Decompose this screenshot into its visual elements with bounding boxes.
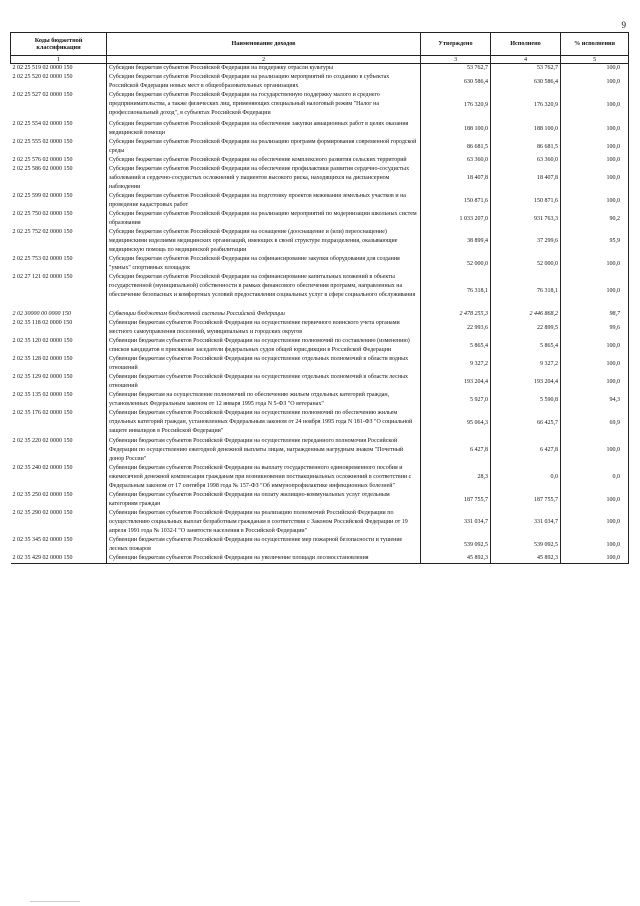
code-cell: 2 02 30000 00 0000 150 <box>12 311 71 318</box>
table-row <box>11 120 629 138</box>
table-row <box>11 210 629 228</box>
name-cell: Субвенции бюджетам субъектов Российской Федерации на осуществление отдельных полномочий в области водных отношений <box>107 355 421 373</box>
approved-cell: 76 318,1 <box>421 273 491 310</box>
percent-cell: 100,0 <box>561 273 629 310</box>
percent-cell: 100,0 <box>561 255 629 273</box>
percent-cell: 100,0 <box>561 355 629 373</box>
executed-cell: 5 590,8 <box>491 391 561 409</box>
executed-cell: 37 299,6 <box>491 228 561 255</box>
code-cell: 2 02 35 429 02 0000 150 <box>11 554 107 564</box>
table-row <box>11 228 629 255</box>
name-cell: Субсидии бюджетам субъектов Российской Федерации на обеспечение комплексного развития сельских территорий <box>107 156 421 165</box>
percent-cell: 100,0 <box>561 73 629 91</box>
name-cell: Субсидии бюджетам субъектов Российской Федерации на реализацию программ формирования современной городской среды <box>107 138 421 156</box>
header-approved: Утверждено <box>421 33 491 56</box>
approved-cell: 630 586,4 <box>421 73 491 91</box>
approved-cell: 539 092,5 <box>421 536 491 554</box>
approved-cell: 176 320,9 <box>421 91 491 120</box>
column-number: 2 <box>107 56 421 64</box>
executed-cell: 5 865,4 <box>491 337 561 355</box>
table-row <box>11 192 629 210</box>
executed-cell: 76 318,1 <box>491 273 561 310</box>
executed-cell: 150 871,6 <box>491 192 561 210</box>
budget-income-table <box>10 32 629 564</box>
table-row <box>11 509 629 536</box>
table-row <box>11 138 629 156</box>
table-row <box>11 437 629 464</box>
name-cell: Субвенции бюджетам субъектов Российской Федерации на оплату жилищно-коммунальных услуг отдельным категориям граждан <box>107 491 421 509</box>
percent-cell: 100,0 <box>561 536 629 554</box>
executed-cell: 22 899,5 <box>491 319 561 337</box>
approved-cell: 18 407,8 <box>421 165 491 192</box>
percent-cell: 100,0 <box>561 91 629 120</box>
code-cell: 2 02 35 290 02 0000 150 <box>12 510 73 517</box>
executed-cell: 45 892,3 <box>491 554 561 564</box>
table-body <box>11 64 629 564</box>
approved-cell: 45 892,3 <box>421 554 491 564</box>
table-row <box>11 464 629 491</box>
code-cell: 2 02 25 586 02 0000 150 <box>12 166 73 173</box>
name-cell: Субсидии бюджетам субъектов Российской Федерации на обеспечение профилактики развития сердечно-сосудистых заболеваний и сердечно-сосудистых осложнений у пациентов высокого риска, находящихся на диспансерном наблюдении <box>107 165 421 192</box>
name-cell: Субсидии бюджетам субъектов Российской Федерации на обеспечение закупки авиационных работ в целях оказания медицинской помощи <box>107 120 421 138</box>
code-cell: 2 02 25 750 02 0000 150 <box>12 211 73 218</box>
name-cell: Субвенции бюджетам на осуществление полномочий по обеспечению жильем отдельных категорий граждан, установленных Федеральным законом от 12 января 1995 года N 5-ФЗ "О ветеранах" <box>107 391 421 409</box>
name-cell: Субвенции бюджетам субъектов Российской Федерации на осуществление полномочий по составлению (изменению) списков кандидатов в присяжные заседатели федеральных судов общей юрисдикции в Российской Федерации <box>107 337 421 355</box>
executed-cell: 539 092,5 <box>491 536 561 554</box>
code-cell: 2 02 25 520 02 0000 150 <box>12 74 73 81</box>
name-cell: Субвенции бюджетам субъектов Российской Федерации на осуществление переданного полномочия Российской Федерации по осуществлению ежегодной денежной выплаты лицам, награжденным нагрудным знаком "Почетный донор России" <box>107 437 421 464</box>
percent-cell: 100,0 <box>561 64 629 74</box>
approved-cell: 5 927,0 <box>421 391 491 409</box>
code-cell: 2 02 25 555 02 0000 150 <box>12 139 73 146</box>
code-cell: 2 02 35 129 02 0000 150 <box>12 374 73 381</box>
percent-cell: 0,0 <box>561 464 629 491</box>
column-number: 3 <box>421 56 491 64</box>
approved-cell: 28,3 <box>421 464 491 491</box>
approved-cell: 22 993,6 <box>421 319 491 337</box>
table-row <box>11 156 629 165</box>
scan-edge-mark <box>30 901 80 902</box>
table-row <box>11 409 629 437</box>
column-number: 5 <box>561 56 629 64</box>
executed-cell: 176 320,9 <box>491 91 561 120</box>
table-row <box>11 165 629 192</box>
column-number: 4 <box>491 56 561 64</box>
executed-cell: 66 425,7 <box>491 409 561 437</box>
code-cell: 2 02 25 599 02 0000 150 <box>12 193 73 200</box>
table-row <box>11 491 629 509</box>
percent-cell: 94,3 <box>561 391 629 409</box>
name-cell: Субсидии бюджетам субъектов Российской Федерации на подготовку проектов межевания земельных участков и на проведение кадастровых работ <box>107 192 421 210</box>
code-cell: 2 02 25 554 02 0000 150 <box>12 121 73 128</box>
approved-cell: 5 865,4 <box>421 337 491 355</box>
table-row <box>11 373 629 391</box>
table-row <box>11 355 629 373</box>
code-cell: 2 02 35 135 02 0000 150 <box>12 392 73 399</box>
percent-cell: 69,9 <box>561 409 629 437</box>
approved-cell: 86 681,5 <box>421 138 491 156</box>
table-header <box>11 33 629 64</box>
approved-cell: 150 871,6 <box>421 192 491 210</box>
percent-cell: 100,0 <box>561 337 629 355</box>
code-cell: 2 02 35 250 02 0000 150 <box>12 492 73 499</box>
approved-cell: 95 064,3 <box>421 409 491 437</box>
approved-cell: 188 100,0 <box>421 120 491 138</box>
code-cell: 2 02 35 128 02 0000 150 <box>12 356 73 363</box>
table-row <box>11 554 629 564</box>
name-cell: Субвенции бюджетам субъектов Российской Федерации на реализацию полномочий Российской Федерации по осуществлению социальных выплат безработным гражданам в соответствии с Законом Российской Федерации от 19 апреля 1991 года № 1032-I "О занятости населения в Российской Федерации" <box>107 509 421 536</box>
name-cell: Субвенции бюджетам субъектов Российской Федерации на осуществление отдельных полномочий в области лесных отношений <box>107 373 421 391</box>
table-row <box>11 64 629 74</box>
budget-income-table-sheet <box>10 32 628 564</box>
executed-cell: 18 407,8 <box>491 165 561 192</box>
approved-cell: 6 427,8 <box>421 437 491 464</box>
header-name: Наименование доходов <box>107 33 421 56</box>
approved-cell: 52 000,0 <box>421 255 491 273</box>
table-row-group <box>11 310 629 319</box>
name-cell: Субсидии бюджетам субъектов Российской Федерации на реализацию мероприятий по модернизации школьных систем образования <box>107 210 421 228</box>
name-cell: Субвенции бюджетам субъектов Российской Федерации на осуществление полномочий по обеспечению жильем отдельных категорий граждан, установленных Федеральным законом от 24 ноября 1995 года N 181-ФЗ "О социальной защите инвалидов в Российской Федерации" <box>107 409 421 437</box>
percent-cell: 95,9 <box>561 228 629 255</box>
code-cell: 2 02 25 752 02 0000 150 <box>12 229 73 236</box>
name-cell: Субсидии бюджетам субъектов Российской Федерации на оснащение (дооснащение и (или) переоснащение) медицинскими изделиями медицинских организаций, имеющих в своей структуре подразделения, оказывающие медицинскую помощь по медицинской реабилитации <box>107 228 421 255</box>
header-percent: % исполнения <box>561 33 629 56</box>
table-row <box>11 255 629 273</box>
header-code: Коды бюджетной классификации <box>11 33 107 56</box>
name-cell: Субсидии бюджетам субъектов Российской Федерации на поддержку отрасли культуры <box>107 64 421 74</box>
code-cell: 2 02 35 118 02 0000 150 <box>12 320 73 327</box>
percent-cell: 100,0 <box>561 138 629 156</box>
table-row <box>11 73 629 91</box>
code-cell: 2 02 25 519 02 0000 150 <box>12 65 73 72</box>
table-row <box>11 391 629 409</box>
percent-cell: 100,0 <box>561 165 629 192</box>
approved-cell: 193 204,4 <box>421 373 491 391</box>
table-row <box>11 536 629 554</box>
table-row <box>11 273 629 310</box>
code-cell: 2 02 35 240 02 0000 150 <box>12 465 73 472</box>
executed-cell: 86 681,5 <box>491 138 561 156</box>
approved-cell: 53 762,7 <box>421 64 491 74</box>
table-row <box>11 319 629 337</box>
percent-cell: 100,0 <box>561 509 629 536</box>
code-cell: 2 02 35 220 02 0000 150 <box>12 438 73 445</box>
executed-cell: 63 360,0 <box>491 156 561 165</box>
percent-cell: 90,2 <box>561 210 629 228</box>
name-cell: Субсидии бюджетам субъектов Российской Федерации на реализацию мероприятий по созданию в субъектах Российской Федерации новых мест в общеобразовательных организациях <box>107 73 421 91</box>
table-row <box>11 91 629 120</box>
name-cell: Субвенции бюджетам субъектов Российской Федерации на осуществление первичного воинского учета органами местного самоуправления поселений, муниципальных и городских округов <box>107 319 421 337</box>
name-cell: Субвенции бюджетам субъектов Российской Федерации на увеличение площади лесовосстановления <box>107 554 421 564</box>
approved-cell: 38 899,4 <box>421 228 491 255</box>
executed-cell: 52 000,0 <box>491 255 561 273</box>
executed-cell: 53 762,7 <box>491 64 561 74</box>
code-cell: 2 02 35 176 02 0000 150 <box>12 410 73 417</box>
executed-cell: 6 427,8 <box>491 437 561 464</box>
executed-cell: 188 100,0 <box>491 120 561 138</box>
executed-cell: 2 446 868,2 <box>491 310 561 319</box>
table-row <box>11 337 629 355</box>
percent-cell: 100,0 <box>561 554 629 564</box>
code-cell: 2 02 25 527 02 0000 150 <box>12 92 73 99</box>
code-cell: 2 02 27 121 02 0000 150 <box>12 274 73 281</box>
code-cell: 2 02 25 753 02 0000 150 <box>12 256 73 263</box>
name-cell: Субвенции бюджетам субъектов Российской Федерации на осуществление мер пожарной безопасности и тушение лесных пожаров <box>107 536 421 554</box>
percent-cell: 99,6 <box>561 319 629 337</box>
executed-cell: 630 586,4 <box>491 73 561 91</box>
code-cell: 2 02 35 120 02 0000 150 <box>12 338 73 345</box>
approved-cell: 187 755,7 <box>421 491 491 509</box>
approved-cell: 331 034,7 <box>421 509 491 536</box>
approved-cell: 63 360,0 <box>421 156 491 165</box>
executed-cell: 0,0 <box>491 464 561 491</box>
percent-cell: 100,0 <box>561 120 629 138</box>
executed-cell: 931 763,3 <box>491 210 561 228</box>
code-cell: 2 02 35 345 02 0000 150 <box>12 537 73 544</box>
header-executed: Исполнено <box>491 33 561 56</box>
column-number: 1 <box>11 56 107 64</box>
percent-cell: 100,0 <box>561 192 629 210</box>
name-cell: Субсидии бюджетам субъектов Российской Федерации на софинансирование капитальных вложений в объекты государственной (муниципальной) собственности в рамках финансового обеспечения программ, направленных на обеспечение безопасных и комфортных условий предоставления социальных услуг в сфере социального обслуживания <box>107 273 421 310</box>
percent-cell: 100,0 <box>561 491 629 509</box>
percent-cell: 98,7 <box>561 310 629 319</box>
executed-cell: 331 034,7 <box>491 509 561 536</box>
page-number: 9 <box>621 20 626 30</box>
name-cell: Субсидии бюджетам субъектов Российской Федерации на софинансирование закупки оборудования для создания "умных" спортивных площадок <box>107 255 421 273</box>
percent-cell: 100,0 <box>561 156 629 165</box>
name-cell: Субвенции бюджетам бюджетной системы Российской Федерации <box>107 310 421 319</box>
percent-cell: 100,0 <box>561 437 629 464</box>
percent-cell: 100,0 <box>561 373 629 391</box>
approved-cell: 1 033 207,0 <box>421 210 491 228</box>
executed-cell: 9 327,2 <box>491 355 561 373</box>
executed-cell: 187 755,7 <box>491 491 561 509</box>
name-cell: Субсидии бюджетам субъектов Российской Федерации на государственную поддержку малого и среднего предпринимательства, а также физических лиц, применяющих специальный налоговый режим "Налог на профессиональный доход", в субъектах Российской Федерации <box>107 91 421 120</box>
code-cell: 2 02 25 576 02 0000 150 <box>12 157 73 164</box>
approved-cell: 2 478 255,3 <box>421 310 491 319</box>
approved-cell: 9 327,2 <box>421 355 491 373</box>
name-cell: Субвенции бюджетам субъектов Российской Федерации на выплату государственного единовременного пособия и ежемесячной денежной компенсации гражданам при возникновении поствакцинальных осложнений в соответствии с Федеральным законом от 17 сентября 1998 года № 157-ФЗ "Об иммунопрофилактике инфекционных болезней" <box>107 464 421 491</box>
executed-cell: 193 204,4 <box>491 373 561 391</box>
